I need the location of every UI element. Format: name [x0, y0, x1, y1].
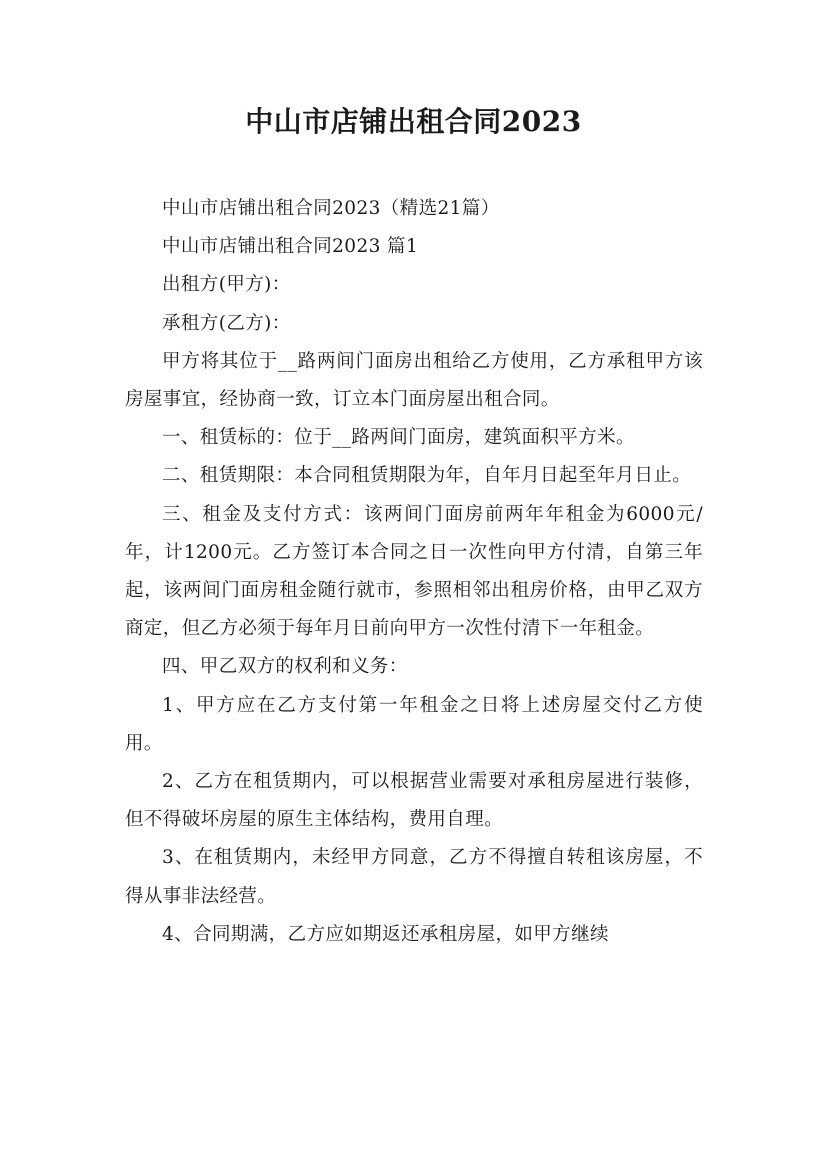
paragraph-section-heading: 中山市店铺出租合同2023 篇1 [162, 236, 419, 258]
paragraph-clause-1: 一、租赁标的：位于__路两间门面房，建筑面积平方米。 [162, 427, 635, 449]
paragraph-clause-3: 三、租金及支付方式：该两间门面房前两年年租金为6000元/年，计1200元。乙方签订本合同之日一次性向甲方付清，自第三年起，该两间门面房租金随行就市，参照相邻出租房价格，由甲乙双方商定，但乙方必须于每年月日前向甲方一次性付清下一年租金。 [125, 503, 703, 640]
paragraph-item-4: 4、合同期满，乙方应如期返还承租房屋，如甲方继续 [162, 923, 609, 945]
paragraph-lessee: 承租方(乙方)： [162, 312, 291, 334]
paragraph-subtitle: 中山市店铺出租合同2023（精选21篇） [162, 198, 500, 219]
paragraph-item-1: 1、甲方应在乙方支付第一年租金之日将上述房屋交付乙方使用。 [125, 694, 703, 754]
paragraph-intro: 甲方将其位于__路两间门面房出租给乙方使用，乙方承租甲方该房屋事宜，经协商一致，订立本门面房屋出租合同。 [125, 350, 703, 411]
document-title: 中山市店铺出租合同2023 [245, 105, 582, 138]
paragraph-item-2: 2、乙方在租赁期内，可以根据营业需要对承租房屋进行装修，但不得破坏房屋的原生主体结构，费用自理。 [125, 771, 703, 831]
paragraph-lessor: 出租方(甲方)： [162, 274, 291, 296]
paragraph-clause-2: 二、租赁期限：本合同租赁期限为年，自年月日起至年月日止。 [162, 465, 692, 487]
document-body [125, 190, 703, 954]
paragraph-item-3: 3、在租赁期内，未经甲方同意，乙方不得擅自转租该房屋，不得从事非法经营。 [125, 847, 703, 907]
paragraph-clause-4: 四、甲乙双方的权利和义务： [162, 656, 408, 678]
